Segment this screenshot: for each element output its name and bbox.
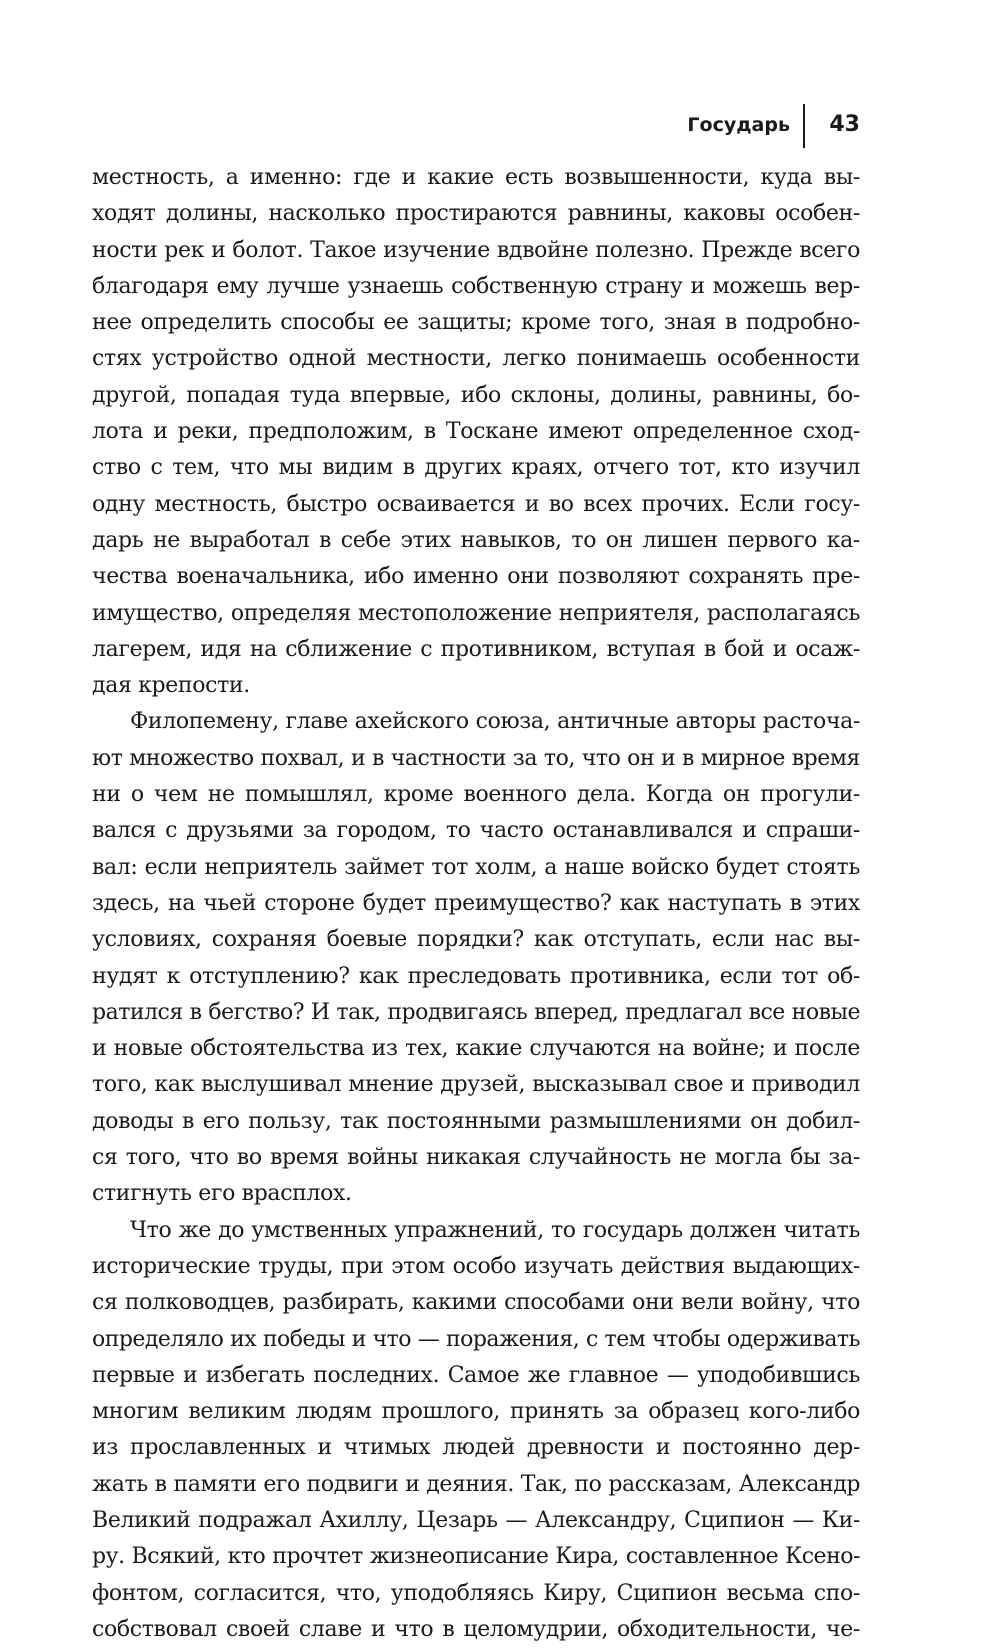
- text-line: из прославленных и чтимых людей древности и постоянно дер-: [92, 1435, 860, 1461]
- text-line: ся полководцев, разбирать, какими способами они вели войну, что: [92, 1290, 860, 1316]
- header-divider: [803, 104, 805, 148]
- text-line: нудят к отступлению? как преследовать противника, если тот об-: [92, 963, 860, 989]
- text-line: собствовал своей славе и что в целомудрии, обходительности, че-: [92, 1616, 860, 1642]
- text-line: ство с тем, что мы видим в других краях, отчего тот, кто изучил: [92, 455, 860, 481]
- text-line: определяло их победы и что — поражения, с тем чтобы одерживать: [92, 1326, 860, 1352]
- paragraph: [92, 704, 860, 1212]
- text-line: доводы в его пользу, так постоянными размышлениями он добил-: [92, 1108, 860, 1134]
- body-text: [92, 160, 860, 1648]
- text-line: Великий подражал Ахиллу, Цезарь — Александру, Сципион — Ки-: [92, 1507, 860, 1533]
- text-line: ют множество похвал, и в частности за то, что он и в мирное время: [92, 745, 860, 771]
- text-line: ни о чем не помышлял, кроме военного дела. Когда он прогули-: [92, 782, 860, 808]
- text-line: лота и реки, предположим, в Тоскане имеют определенное сход-: [92, 419, 860, 445]
- page-number: 43: [829, 112, 860, 137]
- text-line: лагерем, идя на сближение с противником, вступая в бой и осаж-: [92, 636, 860, 662]
- text-line: жать в памяти его подвиги и деяния. Так, по рассказам, Александр: [92, 1471, 860, 1497]
- text-line: и новые обстоятельства из тех, какие случаются на войне; и после: [92, 1036, 860, 1062]
- text-line: благодаря ему лучше узнаешь собственную страну и можешь вер-: [92, 273, 860, 299]
- text-line: нее определить способы ее защиты; кроме того, зная в подробно-: [92, 310, 860, 336]
- text-line: Что же до умственных упражнений, то государь должен читать: [130, 1217, 860, 1243]
- text-line: другой, попадая туда впервые, ибо склоны, долины, равнины, бо-: [92, 382, 860, 408]
- text-line: дарь не выработал в себе этих навыков, то он лишен первого ка-: [92, 527, 860, 553]
- text-line: ру. Всякий, кто прочтет жизнеописание Кира, составленное Ксено-: [92, 1544, 860, 1570]
- paragraph: [92, 1213, 860, 1648]
- text-line: имущество, определяя местоположение неприятеля, располагаясь: [92, 600, 860, 626]
- text-line: Филопемену, главе ахейского союза, античные авторы расточа-: [130, 709, 860, 735]
- text-line: чества военачальника, ибо именно они позволяют сохранять пре-: [92, 564, 860, 590]
- text-line: условиях, сохраняя боевые порядки? как отступать, если нас вы-: [92, 927, 860, 953]
- text-line: первые и избегать последних. Самое же главное — уподобившись: [92, 1362, 860, 1388]
- text-line: многим великим людям прошлого, принять за образец кого-либо: [92, 1399, 860, 1425]
- text-line: местность, а именно: где и какие есть возвышенности, куда вы-: [92, 165, 860, 190]
- text-line: ратился в бегство? И так, продвигаясь вперед, предлагал все новые: [92, 999, 860, 1025]
- running-title: Государь: [687, 114, 790, 136]
- text-line: вал: если неприятель займет тот холм, а наше войско будет стоять: [92, 854, 860, 880]
- text-line: ходят долины, насколько простираются равнины, каковы особен-: [92, 201, 860, 227]
- text-line: ности рек и болот. Такое изучение вдвойне полезно. Прежде всего: [92, 237, 860, 263]
- text-line: исторические труды, при этом особо изучать действия выдающих-: [92, 1253, 860, 1279]
- text-line: того, как выслушивал мнение друзей, высказывал свое и приводил: [92, 1072, 860, 1098]
- text-line: вался с друзьями за городом, то часто останавливался и спраши-: [92, 818, 860, 844]
- text-line: фонтом, согласится, что, уподобляясь Киру, Сципион весьма спо-: [92, 1580, 860, 1606]
- running-header: [92, 104, 860, 150]
- paragraph: [92, 160, 860, 704]
- text-line: здесь, на чьей стороне будет преимущество? как наступать в этих: [92, 890, 860, 916]
- text-line: стях устройство одной местности, легко понимаешь особенности: [92, 346, 860, 372]
- text-line: стигнуть его врасплох.: [92, 1181, 352, 1207]
- text-line: ся того, что во время войны никакая случайность не могла бы за-: [92, 1145, 860, 1171]
- text-line: дая крепости.: [92, 673, 250, 699]
- text-line: одну местность, быстро осваивается и во всех прочих. Если госу-: [92, 491, 860, 517]
